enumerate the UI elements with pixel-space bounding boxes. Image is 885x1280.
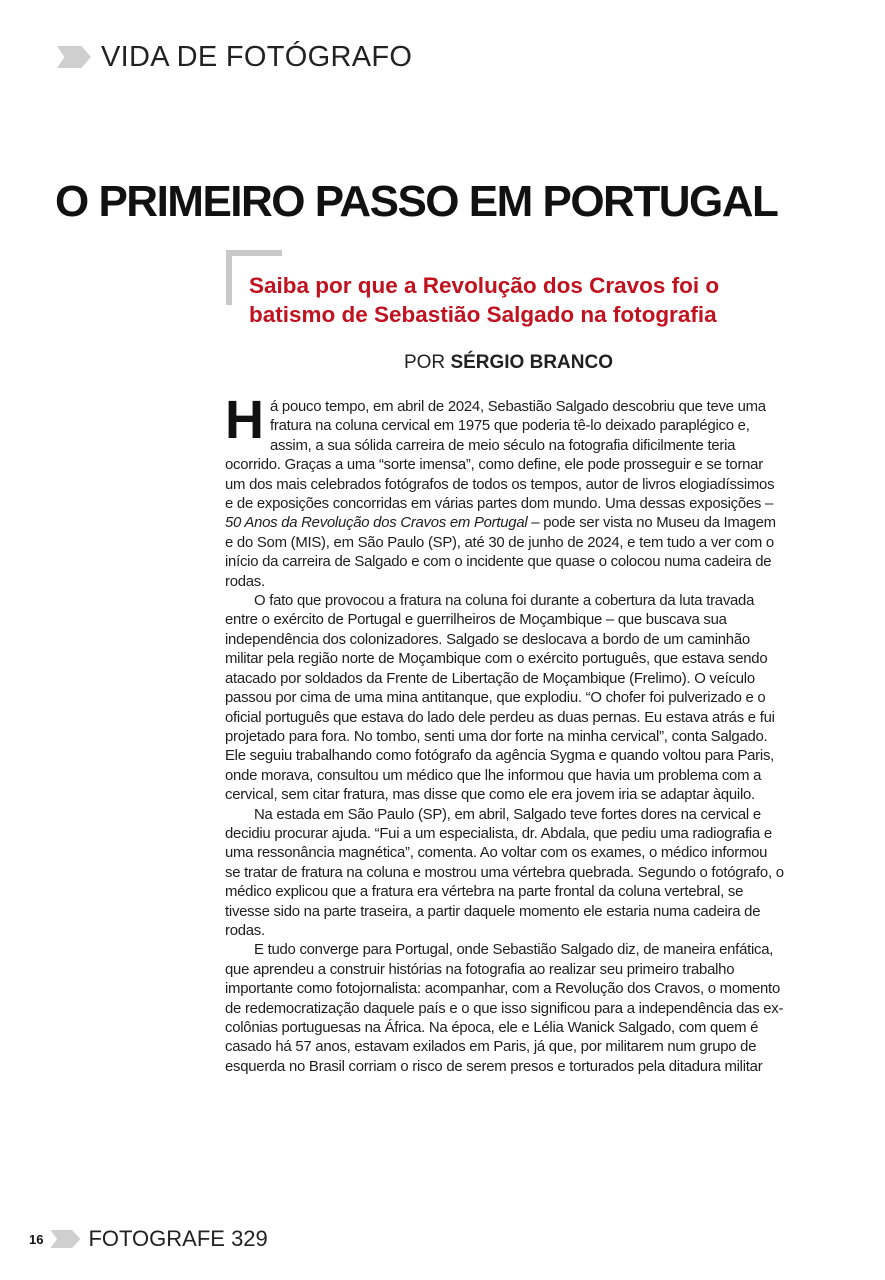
paragraph-2: O fato que provocou a fratura na coluna foi durante a cobertura da luta travada entre o exército de Portugal e guerrilheiros de Moçambique – que buscava sua independência dos colonizadores. Salgado se deslocava a bordo de um caminhão militar pela região norte de Moçambique com o exército português, que estava sendo atacado por soldados da Frente de Libertação de Moçambique (Frelimo). O veículo passou por cima de uma mina antitanque, que explodiu. “O chofer foi pulverizado e o oficial português que estava do lado dele perdeu as duas pernas. Eu estava atrás e fui projetado para fora. No tombo, senti uma dor forte na minha cervical”, conta Salgado. Ele seguiu trabalhando como fotógrafo da agência Sygma e quando voltou para Paris, onde morava, consultou um médico que lhe informou que havia um problema com a cervical, sem citar fratura, mas disse que como ele era jovem iria se adaptar àquilo. [225,593,775,804]
page-footer [29,1225,268,1253]
page-number: 16 [29,1231,44,1247]
article-subheadline: Saiba por que a Revolução dos Cravos foi o batismo de Sebastião Salgado na fotografia [249,273,720,327]
byline-author: SÉRGIO BRANCO [450,352,614,373]
drop-cap: H [225,390,264,450]
chevron-right-icon [50,1230,80,1248]
chevron-right-icon [57,46,91,68]
section-header [57,40,412,74]
paragraph-4: E tudo converge para Portugal, onde Sebastião Salgado diz, de maneira enfática, que aprendeu a construir histórias na fotografia ao realizar seu primeiro trabalho importante como fotojornalista: acompanhar, com a Revolução dos Cravos, o momento de redemocratização daquele país e o que isso significou para a independência das ex-colônias portuguesas na África. Na época, ele e Lélia Wanick Salgado, com quem é casado há 57 anos, estavam exilados em Paris, já que, por militarem num grupo de esquerda no Brasil corriam o risco de serem presos e torturados pela ditadura militar [225,942,784,1075]
byline-prefix: POR [403,352,446,373]
magazine-issue: FOTOGRAFE 329 [88,1226,268,1251]
paragraph-1 [225,390,786,592]
byline [0,351,885,375]
article-headline: O PRIMEIRO PASSO EM PORTUGAL [55,177,778,226]
exhibition-title: 50 Anos da Revolução dos Cravos em Portugal [225,515,528,532]
article-body [225,390,786,1077]
section-title: VIDA DE FOTÓGRAFO [101,41,413,73]
paragraph-3: Na estada em São Paulo (SP), em abril, Salgado teve fortes dores na cervical e decidiu procurar ajuda. “Fui a um especialista, dr. Abdala, que pediu uma radiografia e uma ressonância magnética”, comenta. Ao voltar com os exames, o médico informou se tratar de fratura na coluna e mostrou uma vértebra quebrada. Segundo o fotógrafo, o médico explicou que a fratura era vértebra na parte frontal da coluna vertebral, se tivesse sido na parte traseira, a partir daquele momento ele estaria numa cadeira de rodas. [225,806,784,939]
paragraph-1-text-b: – pode ser vista no Museu da Imagem e do Som (MIS), em São Paulo (SP), até 30 de junho de 2024, e tem tudo a ver com o início da carreira de Salgado e com o incidente que quase o colocou numa cadeira de rodas. [225,515,776,590]
paragraph-1-text-a: á pouco tempo, em abril de 2024, Sebastião Salgado descobriu que teve uma fratura na coluna cervical em 1975 que poderia tê-lo deixado paraplégico e, assim, a sua sólida carreira de meio século na fotografia dificilmente teria ocorrido. Graças a uma “sorte imensa”, como define, ele pode prosseguir e se tornar um dos mais celebrados fotógrafos de todos os tempos, autor de livros elogiadíssimos e de exposições concorridas em várias partes dom mundo. Uma dessas exposições – [225,399,775,513]
